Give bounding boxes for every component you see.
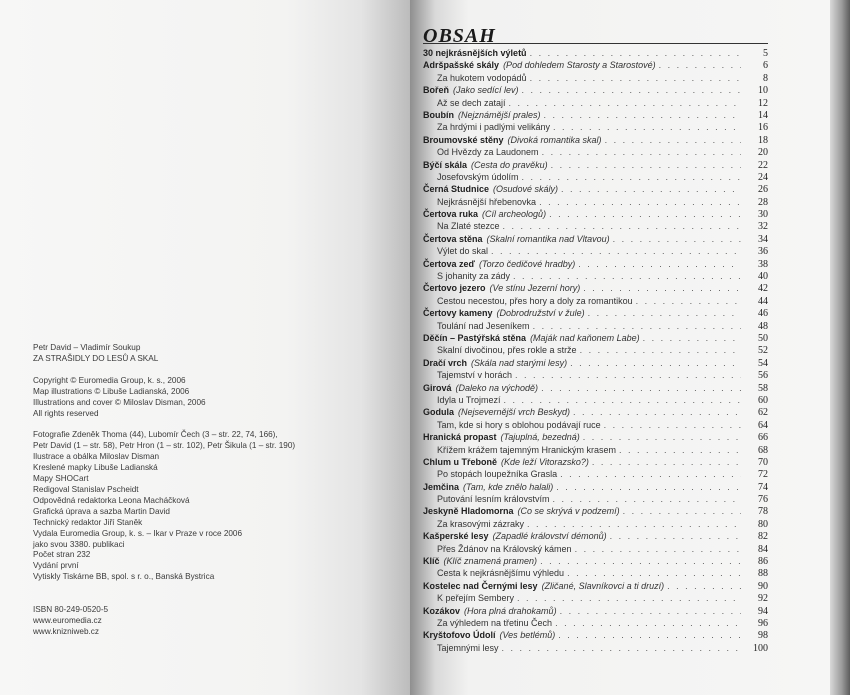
toc-entry-name: Nejkrásnější hřebenovka — [437, 196, 537, 207]
imprint-line: Ilustrace a obálka Miloslav Disman — [33, 452, 160, 462]
toc-page-number: 100 — [753, 642, 768, 654]
toc-leader-dots — [580, 344, 741, 356]
toc-entry-name: Godula — [423, 407, 454, 418]
toc-entry-subtitle: (Dobrodružství v žule) — [496, 308, 585, 319]
toc-page-number: 24 — [758, 171, 768, 183]
book-edge — [830, 0, 850, 695]
toc-entry-name: Děčín – Pastýřská stěna — [423, 332, 527, 343]
toc-entry — [423, 369, 768, 381]
toc-leader-dots — [619, 444, 741, 456]
toc-leader-dots — [544, 109, 741, 121]
toc-leader-dots — [613, 233, 741, 245]
toc-leader-dots — [502, 642, 741, 654]
toc-page-number: 34 — [758, 233, 768, 245]
toc-entry — [423, 245, 768, 257]
toc-entry-name: Kozákov — [423, 605, 461, 616]
toc-entry-name: Od Hvězdy za Laudonem — [437, 147, 539, 158]
toc-entry — [423, 183, 768, 195]
toc-entry — [423, 543, 768, 555]
toc-entry-name: Býčí skála — [423, 159, 468, 170]
toc-entry-subtitle: (Cíl archeologů) — [482, 209, 547, 220]
toc-entry-name: Čertova stěna — [423, 233, 483, 244]
toc-leader-dots — [542, 146, 741, 158]
toc-leader-dots — [549, 208, 741, 220]
toc-entry-name: Hranická propast — [423, 432, 497, 443]
toc-title: OBSAH — [423, 25, 496, 47]
toc-page-number: 52 — [758, 345, 768, 357]
toc-entry-name: K peřejím Sembery — [437, 593, 515, 604]
toc-entry — [423, 481, 768, 493]
toc-entry-name: Černá Studnice — [423, 184, 490, 195]
imprint-line: Mapy SHOCart — [33, 474, 89, 484]
toc-leader-dots — [551, 159, 741, 171]
toc-entry-name: Kryštofovo Údolí — [423, 630, 496, 641]
toc-leader-dots — [659, 59, 741, 71]
table-of-contents — [423, 25, 768, 654]
toc-leader-dots — [558, 629, 741, 641]
toc-entry-name: Kostelec nad Černými lesy — [423, 580, 538, 591]
toc-entry — [423, 134, 768, 146]
toc-entry-name: Výlet do skal — [437, 246, 489, 257]
toc-leader-dots — [588, 307, 741, 319]
toc-entry — [423, 97, 768, 109]
toc-entry-name: Čertova ruka — [423, 209, 479, 220]
toc-page-number: 56 — [758, 370, 768, 382]
toc-entry-name: Tam, kde si hory s oblohou podávají ruce — [437, 419, 601, 430]
toc-entry-name: S johanity za zády — [437, 271, 511, 282]
toc-leader-dots — [623, 505, 741, 517]
toc-page-number: 54 — [758, 357, 768, 369]
toc-page-number: 32 — [758, 221, 768, 233]
toc-entry-subtitle: (Ves betlémů) — [499, 630, 556, 641]
toc-page-number: 10 — [758, 85, 768, 97]
toc-page-number: 60 — [758, 394, 768, 406]
toc-entry-name: Idyla u Trojmezí — [437, 394, 501, 405]
toc-entry-name: Jemčina — [423, 481, 460, 492]
toc-entry-name: Křížem krážem tajemným Hranickým krasem — [437, 444, 617, 455]
toc-entry-subtitle: (Osudové skály) — [493, 184, 559, 195]
toc-entry — [423, 518, 768, 530]
imprint-line: Počet stran 232 — [33, 550, 91, 560]
toc-leader-dots — [561, 183, 741, 195]
toc-entry-name: Čertova zeď — [423, 258, 475, 269]
toc-entry — [423, 580, 768, 592]
toc-leader-dots — [527, 518, 741, 530]
toc-leader-dots — [541, 382, 741, 394]
toc-list — [423, 47, 768, 654]
toc-page-number: 40 — [758, 271, 768, 283]
imprint-line: Kreslené mapky Libuše Ladianská — [33, 463, 158, 473]
toc-leader-dots — [555, 617, 741, 629]
toc-page-number: 14 — [758, 109, 768, 121]
toc-entry — [423, 59, 768, 71]
toc-entry-subtitle: (Skála nad starými lesy) — [471, 357, 568, 368]
toc-page-number: 46 — [758, 308, 768, 320]
toc-entry-name: Boubín — [423, 109, 454, 120]
toc-entry-subtitle: (Cesta do pravěku) — [471, 159, 548, 170]
imprint-line: Vydání první — [33, 561, 79, 571]
toc-page-number: 72 — [758, 469, 768, 481]
toc-entry-name: Kašperské lesy — [423, 531, 489, 542]
toc-entry — [423, 406, 768, 418]
toc-entry-subtitle: (Zličané, Slavníkovci a ti druzí) — [541, 580, 665, 591]
toc-leader-dots — [515, 369, 741, 381]
toc-entry — [423, 456, 768, 468]
spacer — [33, 365, 333, 376]
imprint-line: Copyright © Euromedia Group, k. s., 2006 — [33, 375, 186, 385]
toc-entry — [423, 382, 768, 394]
toc-entry — [423, 357, 768, 369]
imprint-line: Illustrations and cover © Miloslav Disman, 2006 — [33, 397, 206, 407]
toc-leader-dots — [530, 72, 741, 84]
toc-entry-name: Josefovským údolím — [437, 171, 519, 182]
toc-entry-subtitle: (Torzo čedičové hradby) — [479, 258, 576, 269]
toc-entry — [423, 629, 768, 641]
toc-entry-subtitle: (Hora plná drahokamů) — [464, 605, 557, 616]
toc-page-number: 70 — [758, 456, 768, 468]
toc-entry-subtitle: (Zapadlé království démonů) — [492, 531, 607, 542]
toc-page-number: 28 — [758, 196, 768, 208]
toc-leader-dots — [575, 543, 741, 555]
imprint-line: ZA STRAŠIDLY DO LESŮ A SKAL — [33, 353, 159, 363]
toc-entry-subtitle: (Ve stínu Jezerní hory) — [489, 283, 581, 294]
toc-entry — [423, 567, 768, 579]
toc-entry — [423, 505, 768, 517]
toc-entry-name: Po stopách loupežníka Grasla — [437, 469, 558, 480]
toc-entry-subtitle: (Divoká romantika skal) — [507, 134, 602, 145]
toc-leader-dots — [491, 245, 741, 257]
toc-entry — [423, 171, 768, 183]
toc-page-number: 30 — [758, 209, 768, 221]
toc-page-number: 66 — [758, 432, 768, 444]
imprint-line: Petr David (1 – str. 58), Petr Hron (1 – str. 102), Petr Šikula (1 – str. 190) — [33, 441, 296, 451]
imprint-line: Map illustrations © Libuše Ladianská, 2006 — [33, 386, 190, 396]
toc-entry-subtitle: (Nejznámější prales) — [458, 109, 541, 120]
toc-page-number: 58 — [758, 382, 768, 394]
toc-leader-dots — [567, 567, 741, 579]
toc-leader-dots — [530, 47, 741, 59]
toc-entry — [423, 146, 768, 158]
toc-leader-dots — [533, 320, 741, 332]
imprint-line: www.euromedia.cz — [33, 616, 102, 626]
toc-entry-name: 30 nejkrásnějších výletů — [423, 48, 527, 58]
toc-page-number: 20 — [758, 147, 768, 159]
toc-entry — [423, 592, 768, 604]
toc-entry-subtitle: (Tajuplná, bezedná) — [500, 432, 580, 443]
toc-leader-dots — [592, 456, 741, 468]
toc-leader-dots — [604, 419, 741, 431]
imprint-line: Grafická úprava a sazba Martin David — [33, 506, 170, 516]
toc-page-number: 22 — [758, 159, 768, 171]
toc-leader-dots — [667, 580, 741, 592]
toc-entry — [423, 493, 768, 505]
left-page — [0, 0, 410, 695]
toc-entry — [423, 196, 768, 208]
toc-entry-name: Girová — [423, 382, 452, 393]
toc-page-number: 94 — [758, 605, 768, 617]
toc-entry-subtitle: (Klíč znamená pramen) — [443, 556, 538, 567]
imprint-line: Petr David – Vladimír Soukup — [33, 343, 141, 352]
toc-page-number: 98 — [758, 630, 768, 642]
spacer — [33, 419, 333, 430]
toc-entry — [423, 220, 768, 232]
toc-leader-dots — [573, 406, 741, 418]
toc-entry-name: Za hukotem vodopádů — [437, 72, 527, 83]
toc-entry-name: Za výhledem na třetinu Čech — [437, 617, 553, 628]
toc-entry — [423, 530, 768, 542]
toc-entry-name: Dračí vrch — [423, 357, 468, 368]
toc-entry-name: Broumovské stěny — [423, 134, 504, 145]
toc-entry-name: Klíč — [423, 556, 440, 567]
toc-entry-name: Za krasovými zázraky — [437, 518, 525, 529]
toc-leader-dots — [610, 530, 741, 542]
toc-entry — [423, 121, 768, 133]
toc-entry-name: Na Zlaté stezce — [437, 221, 500, 232]
toc-entry — [423, 109, 768, 121]
toc-entry — [423, 419, 768, 431]
toc-entry-subtitle: (Jako sedící lev) — [453, 85, 519, 96]
toc-entry — [423, 258, 768, 270]
toc-entry — [423, 431, 768, 443]
imprint-line: Fotografie Zdeněk Thoma (44), Lubomír Čech (3 – str. 22, 74, 166), — [33, 430, 278, 440]
toc-leader-dots — [560, 605, 741, 617]
toc-page-number: 76 — [758, 494, 768, 506]
toc-leader-dots — [509, 97, 741, 109]
toc-entry — [423, 444, 768, 456]
toc-leader-dots — [539, 196, 741, 208]
toc-leader-dots — [503, 220, 741, 232]
toc-entry-subtitle: (Maják nad kaňonem Labe) — [530, 332, 640, 343]
toc-page-number: 18 — [758, 134, 768, 146]
toc-page-number: 64 — [758, 419, 768, 431]
toc-page-number: 90 — [758, 580, 768, 592]
toc-entry — [423, 605, 768, 617]
toc-entry-subtitle: (Kde leží Vitorazsko?) — [501, 456, 589, 467]
imprint-line: Vydala Euromedia Group, k. s. – Ikar v Praze v roce 2006 — [33, 528, 243, 538]
toc-entry — [423, 307, 768, 319]
toc-entry-name: Přes Ždánov na Královský kámen — [437, 543, 572, 554]
toc-entry-subtitle: (Co se skrývá v podzemí) — [517, 506, 620, 517]
toc-page-number: 12 — [758, 97, 768, 109]
toc-page-number: 78 — [758, 506, 768, 518]
toc-entry-name: Jeskyně Hladomorna — [423, 506, 514, 517]
toc-entry — [423, 208, 768, 220]
toc-entry-name: Bořeň — [423, 85, 450, 96]
toc-entry — [423, 270, 768, 282]
toc-leader-dots — [643, 332, 741, 344]
toc-leader-dots — [522, 171, 741, 183]
toc-page-number: 88 — [758, 568, 768, 580]
toc-leader-dots — [513, 270, 741, 282]
toc-page-number: 42 — [758, 283, 768, 295]
toc-entry-subtitle: (Daleko na východě) — [455, 382, 539, 393]
toc-entry-subtitle: (Tam, kde znělo halali) — [463, 481, 554, 492]
toc-page-number: 92 — [758, 593, 768, 605]
toc-entry-name: Tajemnými lesy — [437, 642, 499, 653]
toc-entry-name: Za hrdými i padlými velikány — [437, 122, 551, 133]
toc-entry — [423, 468, 768, 480]
toc-leader-dots — [570, 357, 741, 369]
toc-entry — [423, 332, 768, 344]
toc-leader-dots — [583, 431, 741, 443]
toc-entry — [423, 295, 768, 307]
toc-leader-dots — [578, 258, 741, 270]
toc-page-number: 50 — [758, 332, 768, 344]
toc-entry — [423, 617, 768, 629]
toc-entry-subtitle: (Pod dohledem Starosty a Starostové) — [503, 60, 656, 71]
toc-entry-name: Tajemství v horách — [437, 370, 513, 381]
imprint-line: Vytiskly Tiskárne BB, spol. s r. o., Banská Bystrica — [33, 572, 215, 582]
toc-leader-dots — [636, 295, 741, 307]
toc-page-number: 36 — [758, 246, 768, 258]
toc-leader-dots — [522, 84, 741, 96]
imprint-credits — [33, 343, 333, 638]
toc-leader-dots — [556, 481, 741, 493]
toc-leader-dots — [517, 592, 741, 604]
toc-entry-name: Cestou necestou, přes hory a doly za romantikou — [437, 295, 633, 306]
toc-page-number: 16 — [758, 122, 768, 134]
toc-page-number: 80 — [758, 518, 768, 530]
toc-entry — [423, 84, 768, 96]
toc-entry-subtitle: (Nejsevernější vrch Beskyd) — [458, 407, 571, 418]
toc-entry — [423, 233, 768, 245]
toc-page-number: 84 — [758, 543, 768, 555]
toc-entry — [423, 320, 768, 332]
toc-page-number: 74 — [758, 481, 768, 493]
toc-entry-name: Putování lesním královstvím — [437, 494, 550, 505]
toc-leader-dots — [560, 468, 741, 480]
toc-entry-name: Čertovy kameny — [423, 308, 493, 319]
toc-page-number: 44 — [758, 295, 768, 307]
toc-entry-name: Toulání nad Jeseníkem — [437, 320, 530, 331]
toc-leader-dots — [553, 493, 741, 505]
toc-entry-name: Chlum u Třeboně — [423, 456, 497, 467]
imprint-line: jako svou 3380. publikaci — [33, 539, 125, 549]
imprint-line: All rights reserved — [33, 408, 99, 418]
imprint-line: Odpovědná redaktorka Leona Macháčková — [33, 495, 190, 505]
toc-page-number: 68 — [758, 444, 768, 456]
imprint-line: www.knizniweb.cz — [33, 626, 99, 636]
toc-entry-name: Cesta k nejkrásnějšímu výhledu — [437, 568, 565, 579]
toc-page-number: 5 — [763, 48, 768, 59]
toc-entry — [423, 159, 768, 171]
toc-entry — [423, 72, 768, 84]
toc-page-number: 96 — [758, 617, 768, 629]
toc-leader-dots — [605, 134, 741, 146]
toc-entry — [423, 555, 768, 567]
toc-entry-name: Skalní divočinou, přes rokle a strže — [437, 345, 577, 356]
toc-page-number: 6 — [763, 60, 768, 72]
toc-page-number: 62 — [758, 407, 768, 419]
toc-entry-name: Až se dech zatají — [437, 97, 506, 108]
toc-entry — [423, 344, 768, 356]
toc-entry — [423, 282, 768, 294]
toc-entry — [423, 47, 768, 59]
toc-page-number: 38 — [758, 258, 768, 270]
toc-entry-name: Adršpašské skály — [423, 60, 500, 71]
toc-page-number: 48 — [758, 320, 768, 332]
toc-entry-subtitle: (Skalní romantika nad Vltavou) — [486, 233, 610, 244]
toc-page-number: 26 — [758, 184, 768, 196]
imprint-line: Redigoval Stanislav Pscheidt — [33, 484, 139, 494]
toc-page-number: 82 — [758, 531, 768, 543]
toc-page-number: 86 — [758, 556, 768, 568]
spacer — [33, 583, 333, 605]
toc-entry — [423, 394, 768, 406]
toc-leader-dots — [583, 282, 741, 294]
imprint-line: Technický redaktor Jiří Staněk — [33, 517, 143, 527]
toc-leader-dots — [540, 555, 741, 567]
toc-entry-name: Čertovo jezero — [423, 283, 486, 294]
toc-page-number: 8 — [763, 72, 768, 84]
toc-leader-dots — [504, 394, 741, 406]
toc-entry — [423, 642, 768, 654]
imprint-line: ISBN 80-249-0520-5 — [33, 605, 109, 615]
toc-leader-dots — [553, 121, 741, 133]
